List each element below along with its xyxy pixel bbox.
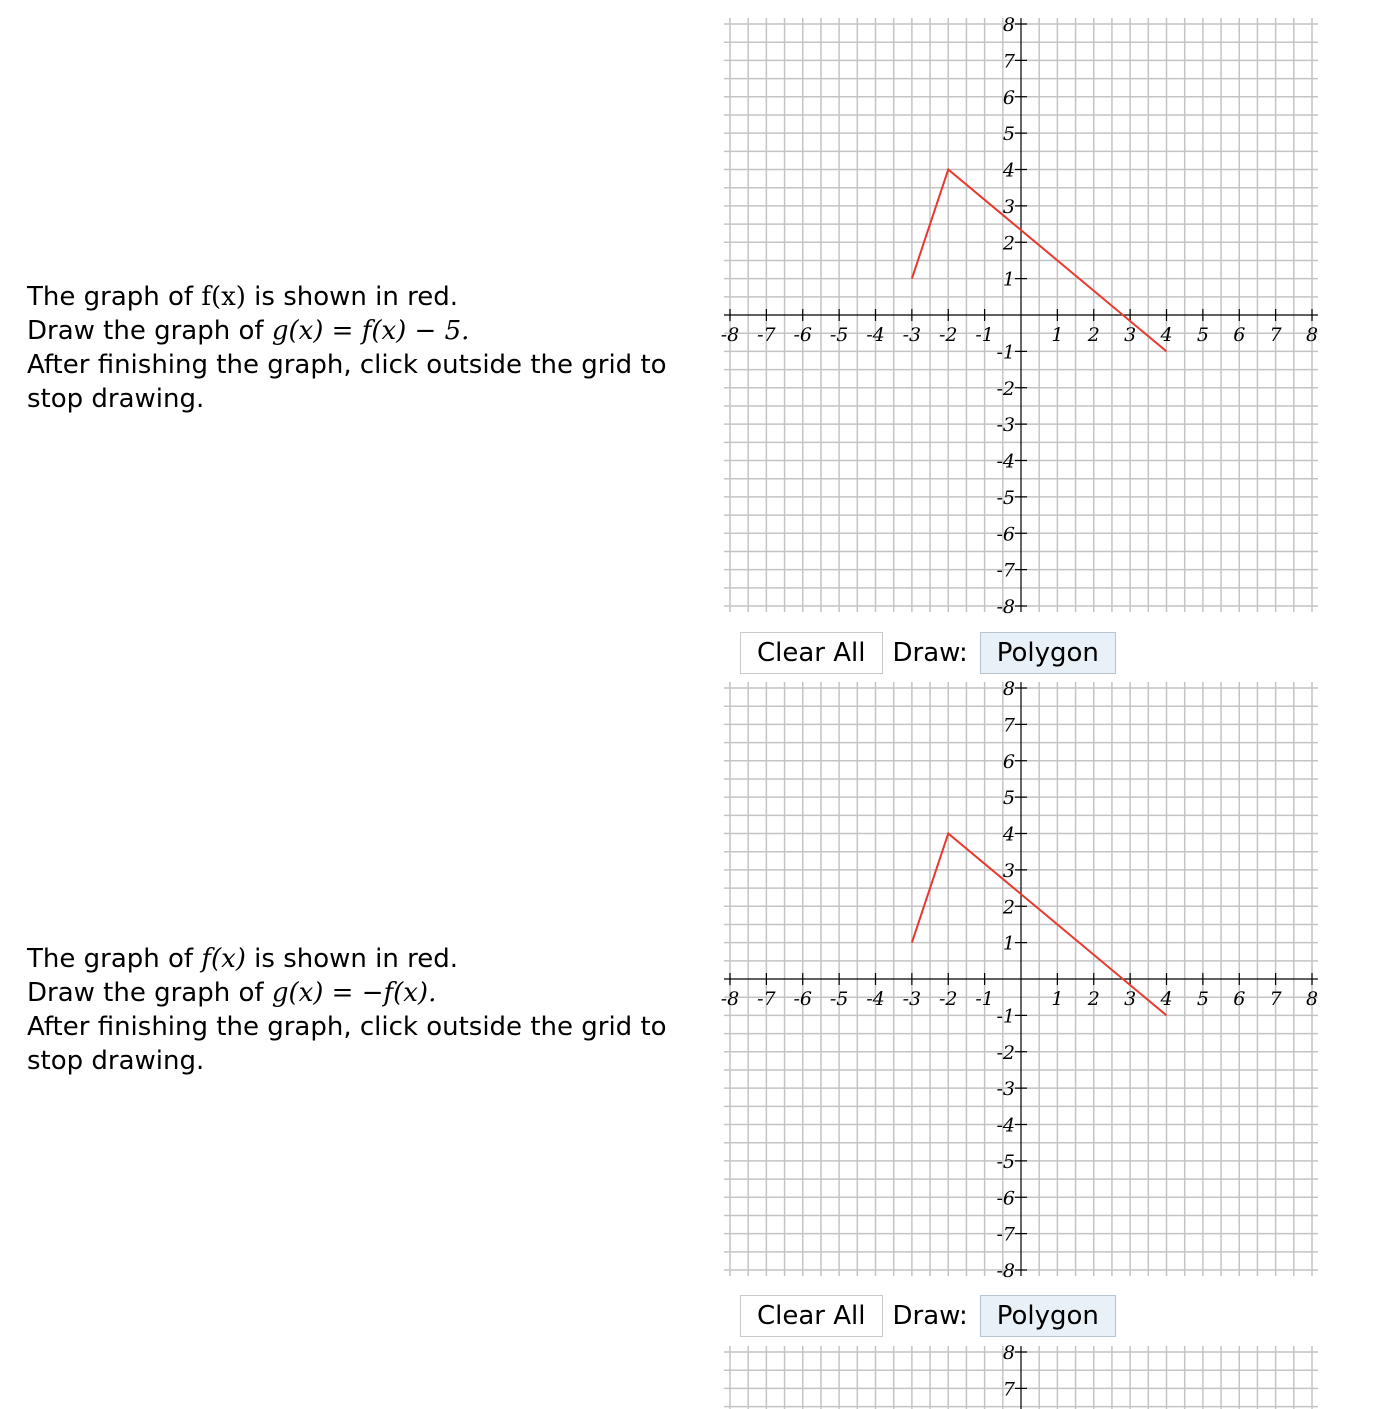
prompt-line-2: Draw the graph of g(x) = −f(x). [27, 978, 437, 1008]
y-tick-label: 7 [1002, 1378, 1015, 1401]
y-tick-label: -3 [996, 414, 1015, 437]
y-tick-label: 8 [1002, 1342, 1015, 1364]
y-tick-label: -6 [996, 1187, 1015, 1210]
x-tick-label: 4 [1160, 988, 1173, 1010]
y-tick-label: 5 [1002, 787, 1015, 810]
fx-label: f(x) [201, 282, 246, 312]
x-tick-label: -5 [829, 988, 849, 1010]
x-tick-label: 7 [1269, 324, 1282, 346]
y-tick-label: 4 [1002, 159, 1015, 182]
x-tick-label: -4 [866, 324, 885, 346]
x-tick-label: 5 [1196, 324, 1209, 346]
x-tick-label: 7 [1269, 988, 1282, 1010]
graph-3[interactable] [722, 1344, 1322, 1409]
x-tick-label: -3 [902, 988, 922, 1010]
fx-label: f(x) [201, 944, 246, 974]
x-tick-label: 3 [1124, 324, 1137, 346]
x-tick-label: -5 [829, 324, 849, 346]
x-tick-label: -8 [720, 988, 740, 1010]
y-tick-label: 3 [1002, 195, 1015, 218]
x-tick-label: 2 [1087, 988, 1100, 1010]
x-tick-label: -6 [793, 988, 813, 1010]
x-tick-label: 3 [1124, 988, 1137, 1010]
draw-label: Draw: [892, 1301, 968, 1331]
y-tick-label: 5 [1002, 123, 1015, 146]
y-tick-label: -8 [996, 1260, 1015, 1282]
y-tick-label: -8 [996, 596, 1015, 618]
y-tick-label: 8 [1002, 678, 1015, 700]
graph-2[interactable] [722, 680, 1322, 1288]
y-tick-label: -2 [996, 377, 1015, 400]
x-tick-label: -7 [757, 324, 776, 346]
toolbar-1 [740, 631, 1116, 675]
x-tick-label: 1 [1051, 324, 1064, 346]
x-tick-label: -1 [975, 324, 994, 346]
draw-mode-polygon-button[interactable]: Polygon [980, 632, 1116, 674]
y-tick-label: -7 [996, 1223, 1015, 1246]
y-tick-label: 6 [1002, 86, 1015, 109]
y-tick-label: -7 [996, 559, 1015, 582]
y-tick-label: -2 [996, 1041, 1015, 1064]
x-tick-label: -3 [902, 324, 922, 346]
y-tick-label: -4 [996, 1114, 1015, 1137]
prompt-line-3: After finishing the graph, click outside the grid to [27, 350, 667, 380]
clear-all-button[interactable]: Clear All [740, 1295, 883, 1337]
y-tick-label: 2 [1002, 896, 1015, 919]
prompt-line-2: Draw the graph of g(x) = f(x) − 5. [27, 316, 470, 346]
y-tick-label: 1 [1002, 932, 1015, 955]
toolbar-2 [740, 1294, 1116, 1338]
x-tick-label: -1 [975, 988, 994, 1010]
y-tick-label: -1 [996, 1005, 1015, 1028]
x-tick-label: -4 [866, 988, 885, 1010]
x-tick-label: 8 [1305, 988, 1319, 1010]
y-tick-label: 3 [1002, 859, 1015, 882]
x-tick-label: -6 [793, 324, 813, 346]
y-tick-label: 2 [1002, 232, 1015, 255]
x-tick-label: -7 [757, 988, 776, 1010]
x-tick-label: 1 [1051, 988, 1064, 1010]
clear-all-button[interactable]: Clear All [740, 632, 883, 674]
prompt-line-3: After finishing the graph, click outside the grid to [27, 1012, 667, 1042]
problem-2-prompt [27, 942, 667, 1078]
y-tick-label: 7 [1002, 50, 1015, 73]
x-tick-label: -2 [938, 324, 958, 346]
y-tick-label: 4 [1002, 823, 1015, 846]
x-tick-label: 6 [1233, 324, 1246, 346]
y-tick-label: -4 [996, 450, 1015, 473]
y-tick-label: -3 [996, 1078, 1015, 1101]
y-tick-label: 8 [1002, 14, 1015, 36]
x-tick-label: 4 [1160, 324, 1173, 346]
problem-1-prompt [27, 280, 667, 416]
y-tick-label: -1 [996, 341, 1015, 364]
x-tick-label: 5 [1196, 988, 1209, 1010]
y-tick-label: -5 [996, 1150, 1015, 1173]
x-tick-label: 6 [1233, 988, 1246, 1010]
prompt-line-1: The graph of f(x) is shown in red. [27, 944, 458, 974]
y-tick-label: 7 [1002, 714, 1015, 737]
graph-1[interactable] [722, 16, 1322, 624]
draw-label: Draw: [892, 638, 968, 668]
y-tick-label: 6 [1002, 750, 1015, 773]
x-tick-label: 2 [1087, 324, 1100, 346]
g-equation: g(x) = −f(x). [271, 978, 437, 1008]
x-tick-label: 8 [1305, 324, 1319, 346]
prompt-line-1: The graph of f(x) is shown in red. [27, 282, 458, 312]
x-tick-label: -8 [720, 324, 740, 346]
draw-mode-polygon-button[interactable]: Polygon [980, 1295, 1116, 1337]
prompt-line-4: stop drawing. [27, 384, 205, 414]
y-tick-label: -6 [996, 523, 1015, 546]
y-tick-label: 1 [1002, 268, 1015, 291]
g-equation: g(x) = f(x) − 5. [271, 316, 470, 346]
prompt-line-4: stop drawing. [27, 1046, 205, 1076]
x-tick-label: -2 [938, 988, 958, 1010]
y-tick-label: -5 [996, 486, 1015, 509]
